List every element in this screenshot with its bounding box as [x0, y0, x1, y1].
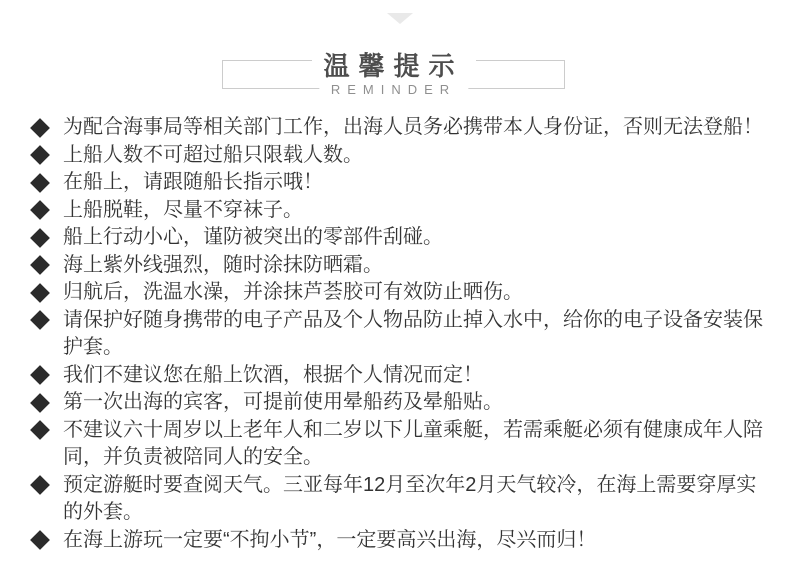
diamond-bullet-icon — [30, 310, 50, 330]
reminder-text: 第一次出海的宾客，可提前使用晕船药及晕船贴。 — [63, 391, 503, 413]
page-title: 温馨提示 — [311, 46, 475, 83]
diamond-bullet-icon — [30, 393, 50, 413]
page-subtitle: REMINDER — [319, 82, 468, 97]
reminder-item — [33, 472, 764, 527]
reminder-text: 上船脱鞋，尽量不穿袜子。 — [63, 198, 303, 221]
reminder-item — [33, 224, 764, 252]
reminder-text: 海上紫外线强烈，随时涂抹防晒霜。 — [63, 253, 383, 276]
diamond-bullet-icon — [30, 118, 50, 138]
diamond-bullet-icon — [30, 255, 50, 275]
reminder-item — [33, 114, 764, 142]
reminder-item — [33, 252, 764, 280]
reminder-text: 为配合海事局等相关部门工作，出海人员务必携带本人身份证，否则无法登船！ — [63, 116, 763, 138]
diamond-bullet-icon — [30, 475, 50, 495]
diamond-bullet-icon — [30, 365, 50, 385]
reminder-item — [33, 307, 764, 362]
diamond-bullet-icon — [30, 145, 50, 165]
reminder-text: 在海上游玩一定要“不拘小节”，一定要高兴出海，尽兴而归！ — [63, 528, 597, 551]
reminder-text: 船上行动小心，谨防被突出的零部件刮碰。 — [63, 226, 443, 248]
reminder-text: 我们不建议您在船上饮酒，根据个人情况而定！ — [63, 363, 483, 386]
reminder-item — [33, 279, 764, 307]
section-header — [222, 51, 565, 97]
reminder-text: 请保护好随身携带的电子产品及个人物品防止掉入水中，给你的电子设备安装保护套。 — [63, 308, 763, 358]
diamond-bullet-icon — [30, 530, 50, 550]
diamond-bullet-icon — [30, 283, 50, 303]
reminder-item — [33, 142, 764, 170]
diamond-bullet-icon — [30, 200, 50, 220]
reminder-item — [33, 197, 764, 225]
chevron-down-icon — [387, 13, 413, 24]
reminder-text: 不建议六十周岁以上老年人和二岁以下儿童乘艇，若需乘艇必须有健康成年人陪同，并负责被陪同人的安全。 — [63, 418, 763, 468]
diamond-bullet-icon — [30, 173, 50, 193]
reminder-text: 预定游艇时要查阅天气。三亚每年12月至次年2月天气较冷，在海上需要穿厚实的外套。 — [63, 473, 757, 523]
reminder-item — [33, 362, 764, 390]
reminder-text: 上船人数不可超过船只限载人数。 — [63, 143, 363, 166]
diamond-bullet-icon — [30, 228, 50, 248]
diamond-bullet-icon — [30, 420, 50, 440]
reminder-text: 归航后，洗温水澡，并涂抹芦荟胶可有效防止晒伤。 — [63, 281, 523, 303]
reminder-item — [33, 417, 764, 472]
reminder-list — [0, 114, 800, 554]
reminder-item — [33, 169, 764, 197]
reminder-item — [33, 389, 764, 417]
reminder-text: 在船上，请跟随船长指示哦！ — [63, 171, 323, 193]
reminder-item — [33, 527, 764, 555]
